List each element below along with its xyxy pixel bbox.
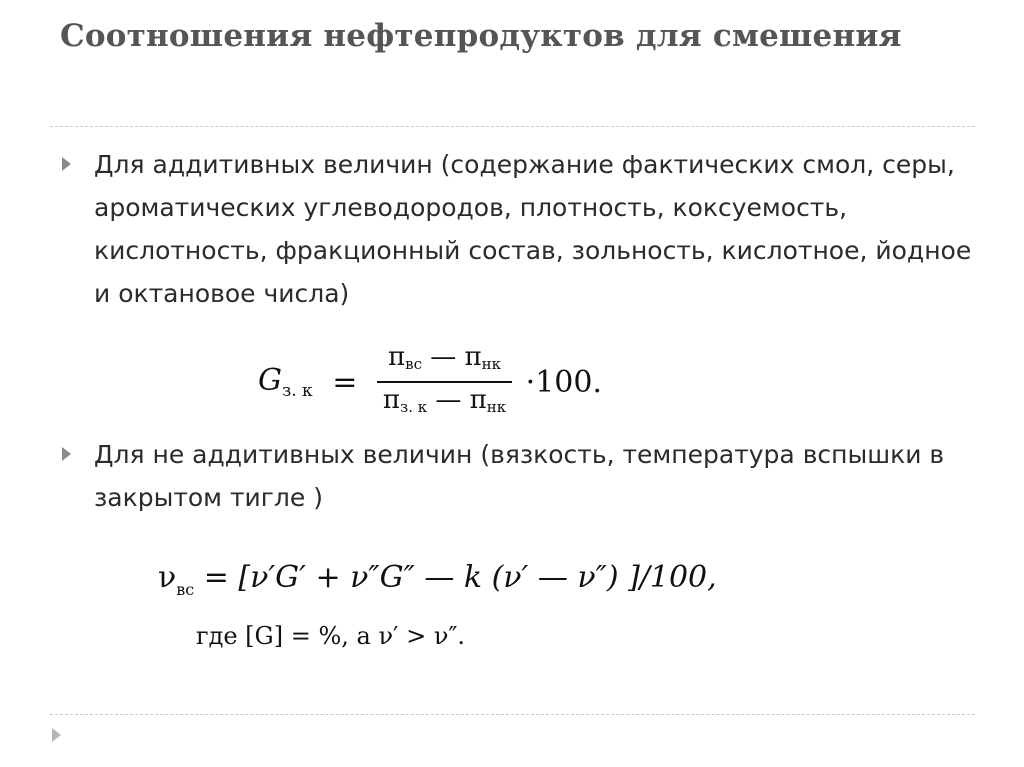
formula2-lhs-subscript: вс: [176, 580, 195, 599]
bullet-arrow-icon: [52, 728, 61, 742]
bullet-text-non-additive: Для не аддитивных величин (вязкость, температура вспышки в закрытом тигле ): [94, 440, 945, 512]
bullet-arrow-icon: [62, 157, 71, 171]
formula-additive: [258, 340, 602, 424]
formula-non-additive: [158, 560, 717, 599]
formula-condition: где [G] = %, а ν′ > ν″.: [196, 622, 466, 650]
bullet-arrow-icon: [62, 447, 71, 461]
formula-fraction: [377, 340, 512, 424]
formula-denominator: πз. к — πнк: [382, 385, 507, 416]
formula-multiplier: ·100.: [525, 364, 602, 400]
formula-equals: =: [332, 364, 358, 400]
page-title: Соотношения нефтепродуктов для смешения: [60, 18, 902, 54]
bottom-divider: [50, 714, 975, 715]
top-divider: [50, 126, 975, 127]
bullet-text-additive: Для аддитивных величин (содержание фактических смол, серы, ароматических углеводородов, плотность, коксуемость, кислотность, фракционный состав, зольность, кислотное, йодное и октановое числа): [94, 150, 972, 308]
formula-numerator: πвс — πнк: [388, 342, 501, 373]
formula2-lhs-symbol: ν: [158, 560, 177, 595]
formula2-rhs: = [ν′G′ + ν″G″ — k (ν′ — ν″) ]/100,: [194, 560, 717, 595]
formula-lhs-symbol: G: [258, 363, 282, 398]
formula-lhs-subscript: з. к: [281, 381, 313, 401]
